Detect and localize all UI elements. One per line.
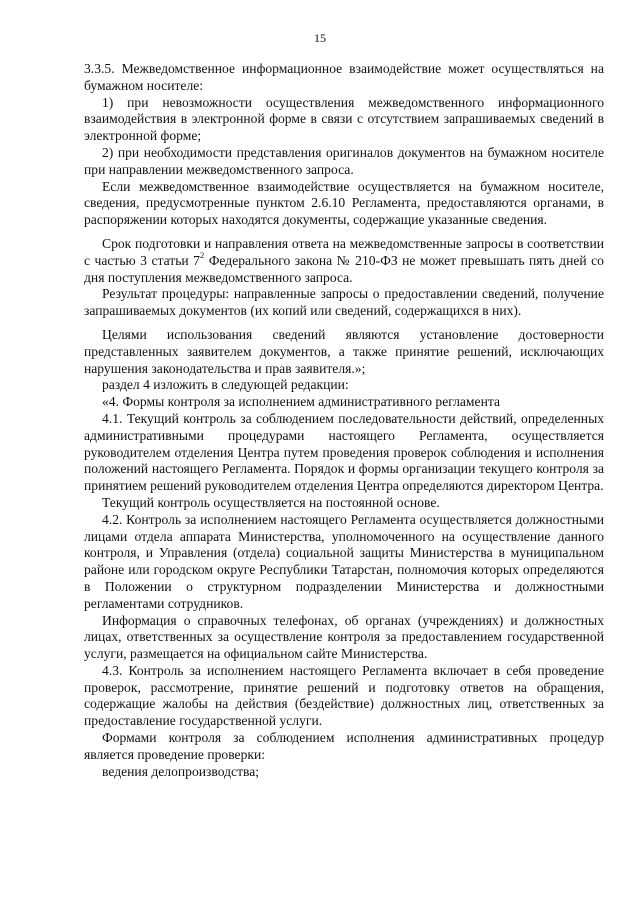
paragraph-item-2: 2) при необходимости представления оригиналов документов на бумажном носителе при направлении межведомственного запроса. xyxy=(84,144,604,177)
paragraph-paper-interaction: Если межведомственное взаимодействие осуществляется на бумажном носителе, сведения, предусмотренные пунктом 2.6.10 Регламента, предоставляются органами, в распоряжении которых находятся документы, содержащие указанные сведения. xyxy=(84,178,604,228)
paragraph-records-keeping: ведения делопроизводства; xyxy=(102,763,260,779)
paragraph-procedure-result: Результат процедуры: направленные запросы о предоставлении сведений, получение запрашиваемых документов (их копий или сведений, содержащихся в них). xyxy=(84,286,604,319)
document-body xyxy=(84,61,604,780)
paragraph-4-3: 4.3. Контроль за исполнением настоящего Регламента включает в себя проведение проверок, рассмотрение, принятие решений и подготовку ответов на обращения, содержащие жалобы на действия (бездействие) должностных лиц, ответственных за предоставление государственной услуги. xyxy=(84,662,604,729)
paragraph-reference-info: Информация о справочных телефонах, об органах (учреждениях) и должностных лицах, ответственных за осуществление контроля за предоставлением государственной услуги, размещается на официальном сайте Министерства. xyxy=(84,612,604,662)
paragraph-section-4-intro: раздел 4 изложить в следующей редакции: xyxy=(102,377,349,393)
section-4-heading: «4. Формы контроля за исполнением административного регламента xyxy=(102,394,500,410)
paragraph-4-2: 4.2. Контроль за исполнением настоящего Регламента осуществляется должностными лицами отдела аппарата Министерства, уполномоченного на осуществление данного контроля, и Управления (отдела) социальной защиты Министерства в муниципальном районе или городском округе Республики Татарстан, полномочия которых определяются в Положении о структурном подразделении Министерства и должностными регламентами сотрудников. xyxy=(84,511,604,611)
paragraph-response-term xyxy=(84,236,604,286)
paragraph-4-1: 4.1. Текущий контроль за соблюдением последовательности действий, определенных административными процедурами настоящего Регламента, осуществляется руководителем отделения Центра путем проведения проверок соблюдения и исполнения положений настоящего Регламента. Порядок и формы организации текущего контроля за принятием решений руководителем отделения Центра определяются директором Центра. xyxy=(84,410,604,494)
paragraph-item-1: 1) при невозможности осуществления межведомственного информационного взаимодействия в электронной форме в связи с отсутствием запрашиваемых сведений в электронной форме; xyxy=(84,94,604,144)
page-number: 15 xyxy=(314,31,326,45)
response-term-superscript: 2 xyxy=(199,250,205,261)
response-term-text-before: Срок подготовки и направления ответа на межведомственные запросы в соответствии с частью 3 статьи 7 xyxy=(84,235,604,268)
paragraph-usage-goals: Целями использования сведений являются установление достоверности представленных заявителем документов, а также принятие решений, исключающих нарушения законодательства и прав заявителя.»; xyxy=(84,326,604,376)
paragraph-current-control: Текущий контроль осуществляется на постоянной основе. xyxy=(102,494,440,510)
response-term-text-after: Федерального закона № 210-ФЗ не может превышать пять дней со дня поступления межведомственного запроса. xyxy=(84,252,604,285)
paragraph-control-forms: Формами контроля за соблюдением исполнения административных процедур является проведение проверки: xyxy=(84,730,604,762)
paragraph-3-3-5: 3.3.5. Межведомственное информационное взаимодействие может осуществляться на бумажном носителе: xyxy=(84,61,604,93)
